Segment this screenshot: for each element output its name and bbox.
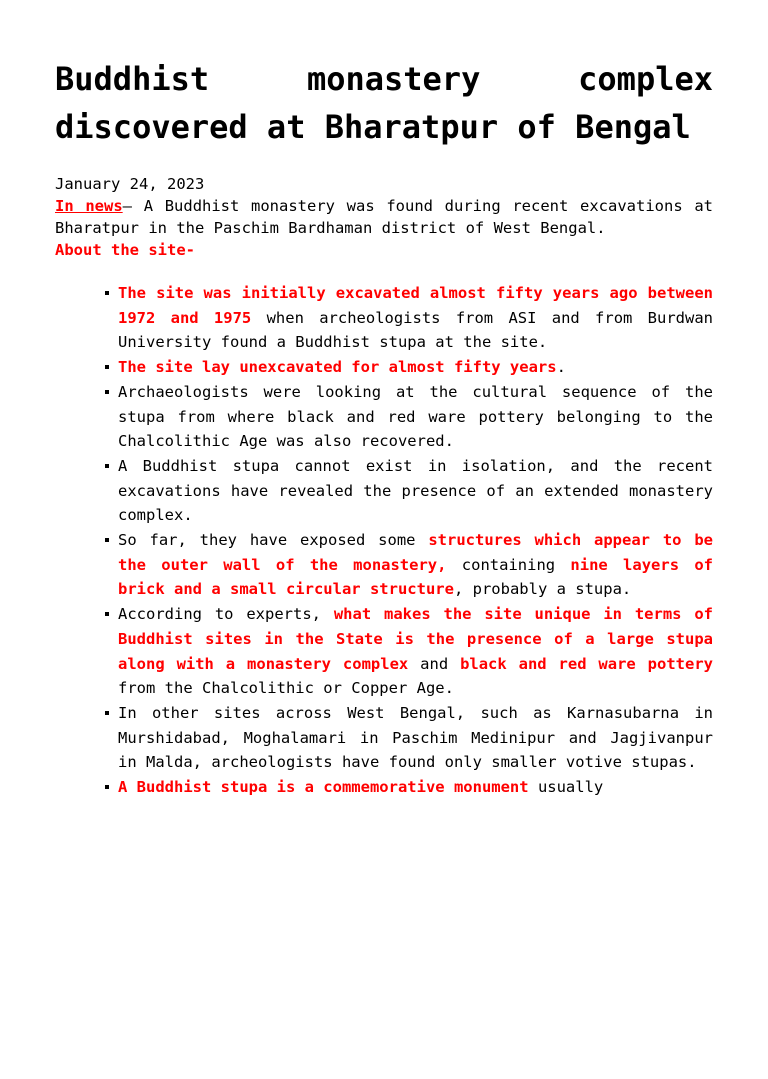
list-item — [55, 602, 713, 701]
item-text: Archaeologists were looking at the cultural sequence of the stupa from where black and red ware pottery belonging to the Chalcolithic Age was also recovered. — [118, 382, 713, 451]
item-text: usually — [528, 778, 604, 797]
bullet-icon — [105, 612, 109, 616]
highlight-text: black and red ware pottery — [460, 654, 713, 673]
intro-paragraph — [55, 195, 713, 239]
highlight-text: A Buddhist stupa is a commemorative monument — [118, 778, 529, 797]
intro-text: A Buddhist monastery was found during recent excavations at Bharatpur in the Paschim Bardhaman district of West Bengal. — [55, 197, 714, 237]
bullet-icon — [105, 365, 109, 369]
bullet-icon — [105, 538, 109, 542]
list-item — [55, 701, 713, 775]
section-heading: About the site- — [55, 241, 195, 259]
item-text: So far, they have exposed some — [118, 531, 429, 550]
item-text: In other sites across West Bengal, such as Karnasubarna in Murshidabad, Moghalamari in Paschim Medinipur and Jagjivanpur in Malda, archeologists have found only smaller votive stupas. — [118, 703, 713, 772]
in-news-label: In news — [55, 197, 123, 215]
highlight-text: nine layers of brick and a small circular structure — [118, 555, 714, 599]
list-item — [55, 528, 713, 602]
bullet-icon — [105, 785, 109, 789]
list-item — [55, 281, 713, 355]
bullet-icon — [105, 711, 109, 715]
item-text: and — [408, 654, 461, 673]
highlight-text: structures which appear to be the outer wall of the monastery, — [118, 531, 713, 574]
item-text: containing — [446, 555, 571, 574]
highlight-text: The site lay unexcavated for almost fifty years — [118, 358, 557, 377]
in-news-dash: – — [122, 197, 144, 215]
bullet-icon — [105, 291, 109, 295]
document-page — [0, 55, 768, 1079]
item-text: from the Chalcolithic or Copper Age. — [118, 679, 454, 698]
article-date: January 24, 2023 — [55, 175, 205, 193]
highlight-text: The site was initially excavated almost fifty years ago between 1972 and 1975 — [118, 284, 713, 327]
bullet-list — [55, 281, 713, 800]
bullet-icon — [105, 464, 109, 468]
item-text: According to experts, — [118, 605, 334, 624]
list-item — [55, 454, 713, 528]
list-item — [55, 775, 713, 800]
item-text: when archeologists from ASI and from Burdwan University found a Buddhist stupa at the site. — [118, 308, 713, 352]
item-text: . — [556, 358, 566, 377]
article-title: Buddhist monastery complex discovered at Bharatpur of Bengal — [55, 60, 713, 146]
list-item — [55, 355, 713, 380]
highlight-text: what makes the site unique in terms of Buddhist sites in the State is the presence of a large stupa along with a monastery complex — [118, 605, 713, 673]
item-text: , probably a stupa. — [453, 580, 632, 599]
bullet-icon — [105, 390, 109, 394]
list-item — [55, 380, 713, 454]
item-text: A Buddhist stupa cannot exist in isolation, and the recent excavations have revealed the presence of an extended monastery complex. — [118, 456, 713, 525]
